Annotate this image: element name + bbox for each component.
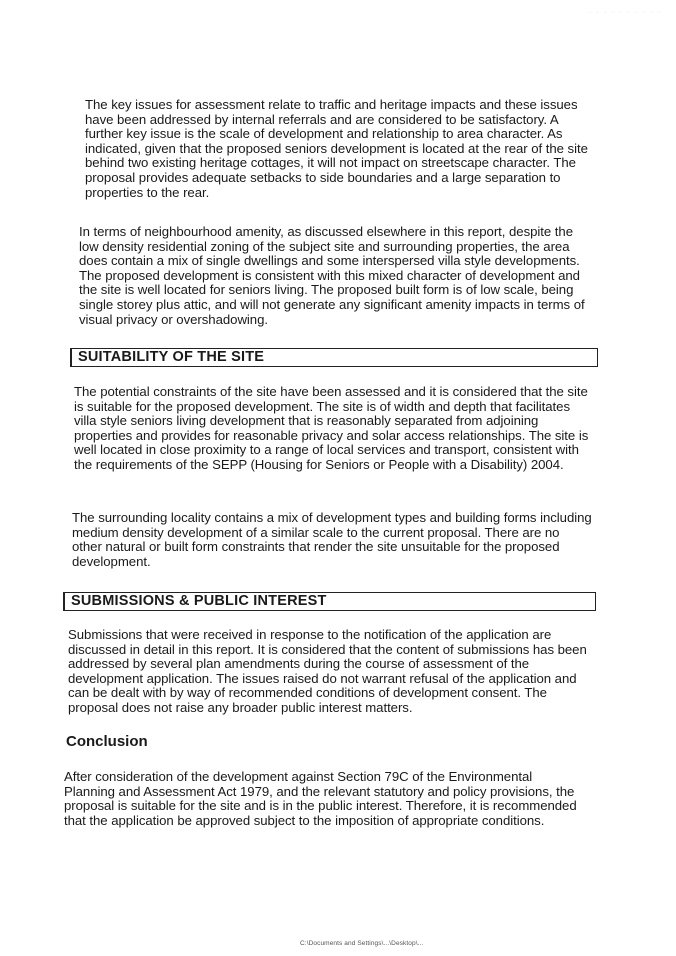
heading-suitability-of-site: SUITABILITY OF THE SITE xyxy=(70,348,598,367)
heading-conclusion: Conclusion xyxy=(66,733,148,750)
scan-artifact: · · · · · · · · · · xyxy=(589,10,662,16)
heading-submissions-public-interest: SUBMISSIONS & PUBLIC INTEREST xyxy=(63,592,596,611)
paragraph-key-issues: The key issues for assessment relate to traffic and heritage impacts and these issues have been addressed by internal referrals and are considered to be satisfactory. A further key issue is the scale of development and relationship to area character. As indicated, given that the proposed seniors development is located at the rear of the site behind two existing heritage cottages, it will not impact on streetscape character. The proposal provides adequate setbacks to side boundaries and a large separation to properties to the rear. xyxy=(85,97,588,200)
paragraph-neighbourhood-amenity: In terms of neighbourhood amenity, as discussed elsewhere in this report, despite the low density residential zoning of the subject site and surrounding properties, the area does contain a mix of single dwellings and some interspersed villa style developments. The proposed development is consistent with this mixed character of development and the site is well located for seniors living. The proposed built form is of low scale, being single storey plus attic, and will not generate any significant amenity impacts in terms of visual privacy or overshadowing. xyxy=(79,224,585,327)
paragraph-conclusion: After consideration of the development against Section 79C of the Environmental Planning and Assessment Act 1979, and the relevant statutory and policy provisions, the proposal is suitable for the site and is in the public interest. Therefore, it is recommended that the application be approved subject to the imposition of appropriate conditions. xyxy=(64,769,577,828)
footer-file-path: C:\Documents and Settings\...\Desktop\... xyxy=(300,940,424,947)
paragraph-submissions: Submissions that were received in response to the notification of the application are discussed in detail in this report. It is considered that the content of submissions has been addressed by several plan amendments during the course of assessment of the development application. The issues raised do not warrant refusal of the application and can be dealt with by way of recommended conditions of development consent. The proposal does not raise any broader public interest matters. xyxy=(68,627,587,715)
paragraph-surrounding-locality: The surrounding locality contains a mix of development types and building forms including medium density development of a similar scale to the current proposal. There are no other natural or built form constraints that render the site unsuitable for the proposed development. xyxy=(72,510,592,569)
paragraph-site-constraints: The potential constraints of the site have been assessed and it is considered that the site is suitable for the proposed development. The site is of width and depth that facilitates villa style seniors living development that is reasonably separated from adjoining properties and provides for reasonable privacy and solar access relationships. The site is well located in close proximity to a range of local services and transport, consistent with the requirements of the SEPP (Housing for Seniors or People with a Disability) 2004. xyxy=(74,384,589,472)
